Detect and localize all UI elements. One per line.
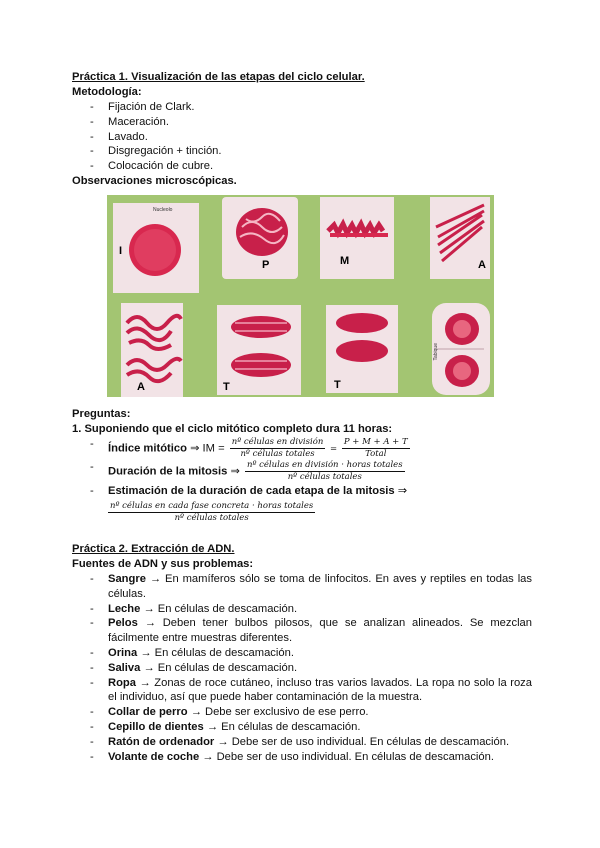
duracion-den: nº células totales [287, 471, 362, 482]
label-tabique: Tabique [433, 342, 439, 361]
preguntas-heading: Preguntas: [72, 407, 131, 420]
cell-prophase-drawing [222, 197, 298, 279]
duracion-num: nº células en división · horas totales [246, 459, 403, 470]
estimacion-formula [108, 501, 315, 524]
indice-formula [228, 437, 412, 460]
cell-telophase-2 [326, 305, 398, 393]
duracion-arrow: ⇒ [230, 465, 240, 478]
list-item [72, 720, 532, 735]
fuente-name: Orina [108, 646, 138, 659]
fuente-name: Cepillo de dientes [108, 720, 204, 733]
list-item [72, 572, 532, 602]
document-page [72, 70, 532, 764]
fuente-name: Pelos [108, 617, 138, 630]
cell-telophase-1 [217, 305, 301, 395]
label-anaphase-top: A [478, 258, 486, 271]
cell-anaphase-bottom-drawing [121, 303, 183, 397]
indice-den2: Total [365, 448, 387, 459]
cell-metaphase-drawing [320, 197, 394, 279]
fuentes-heading: Fuentes de ADN y sus problemas: [72, 557, 254, 570]
microscopy-figure [107, 195, 494, 397]
fuente-name: Saliva [108, 661, 141, 674]
estimacion-num: nº células en cada fase concreta · horas totales [110, 500, 314, 511]
list-item [72, 735, 532, 750]
fuente-text: → Debe ser de uso individual. En células de descamación. [202, 750, 494, 763]
fuente-text: → Zonas de roce cutáneo, incluso tras varios lavados. La ropa no solo la roza el individuo, así que puede haber contaminación de la muestra. [108, 676, 532, 704]
cell-interphase [113, 203, 199, 293]
fuente-text: → Debe ser exclusivo de ese perro. [190, 706, 369, 719]
formula-estimacion [72, 483, 532, 499]
cell-metaphase [320, 197, 394, 279]
formula-duracion [72, 460, 532, 483]
practica2-title: Práctica 2. Extracción de ADN. [72, 542, 235, 555]
list-item: - Disgregación + tinción. [72, 144, 532, 159]
label-prophase: P [262, 258, 270, 271]
cell-cytokinesis [432, 303, 490, 395]
list-item [72, 705, 532, 720]
cell-prophase [222, 197, 298, 279]
cell-anaphase-top [430, 197, 490, 279]
list-item [72, 602, 532, 617]
estimacion-label: Estimación de la duración de cada etapa de la mitosis [108, 484, 395, 497]
practica1-title: Práctica 1. Visualización de las etapas del ciclo celular. [72, 71, 365, 83]
observaciones-heading: Observaciones microscópicas. [72, 174, 237, 187]
fuente-name: Sangre [108, 572, 146, 585]
list-item: - Lavado. [72, 130, 532, 145]
formula-list [72, 437, 532, 499]
indice-arrow: ⇒ IM = [190, 442, 225, 455]
label-anaphase-bottom: A [137, 380, 145, 393]
cell-anaphase-bottom [121, 303, 183, 397]
indice-eq2: = [330, 443, 338, 454]
fuente-name: Volante de coche [108, 750, 200, 763]
fuentes-list [72, 572, 532, 764]
fuente-text: → En células de descamación. [143, 661, 298, 674]
formula-indice [72, 437, 532, 460]
duracion-label: Duración de la mitosis [108, 465, 228, 478]
fuente-text: → En mamíferos sólo se toma de linfocitos. En aves y reptiles en todas las células. [108, 572, 532, 600]
indice-den: nº células totales [240, 448, 315, 459]
label-interphase: I [119, 244, 123, 257]
indice-num: nº células en división [231, 436, 324, 447]
label-metaphase: M [340, 254, 350, 267]
fuente-name: Collar de perro [108, 706, 188, 719]
estimacion-arrow: ⇒ [397, 484, 408, 497]
indice-num2: P + M + A + T [343, 436, 408, 447]
label-telophase-1: T [223, 380, 230, 393]
list-item [72, 676, 532, 706]
fuente-name: Ratón de ordenador [108, 735, 215, 748]
list-item [72, 646, 532, 661]
fuente-text: → Deben tener bulbos pilosos, que se analizan alineados. Se mezclan fácilmente entre muestras diferentes. [108, 617, 533, 645]
label-telophase-2: T [334, 378, 341, 391]
fuente-name: Leche [108, 602, 141, 615]
pregunta1: 1. Suponiendo que el ciclo mitótico completo dura 11 horas: [72, 422, 393, 435]
list-item: - Fijación de Clark. [72, 100, 532, 115]
list-item: - Maceración. [72, 115, 532, 130]
cell-interphase-drawing [113, 203, 199, 293]
fuente-text: → En células de descamación. [140, 646, 294, 659]
fuente-text: → En células de descamación. [143, 602, 298, 615]
indice-label: Índice mitótico [108, 442, 187, 455]
metodologia-heading: Metodología: [72, 86, 142, 98]
duracion-formula [243, 460, 407, 483]
fuente-text: → Debe ser de uso individual. En células de descamación. [217, 735, 510, 748]
fuente-text: → En células de descamación. [206, 720, 361, 733]
list-item: - Colocación de cubre. [72, 159, 532, 174]
list-item [72, 661, 532, 676]
label-nucleolo: Nucleolo [153, 206, 173, 213]
list-item [72, 616, 532, 646]
estimacion-den: nº células totales [174, 512, 249, 523]
estimacion-formula-row [72, 501, 532, 524]
cell-cytokinesis-drawing [432, 303, 490, 395]
fuente-name: Ropa [108, 676, 136, 689]
list-item [72, 750, 532, 765]
metodologia-list [72, 100, 532, 174]
